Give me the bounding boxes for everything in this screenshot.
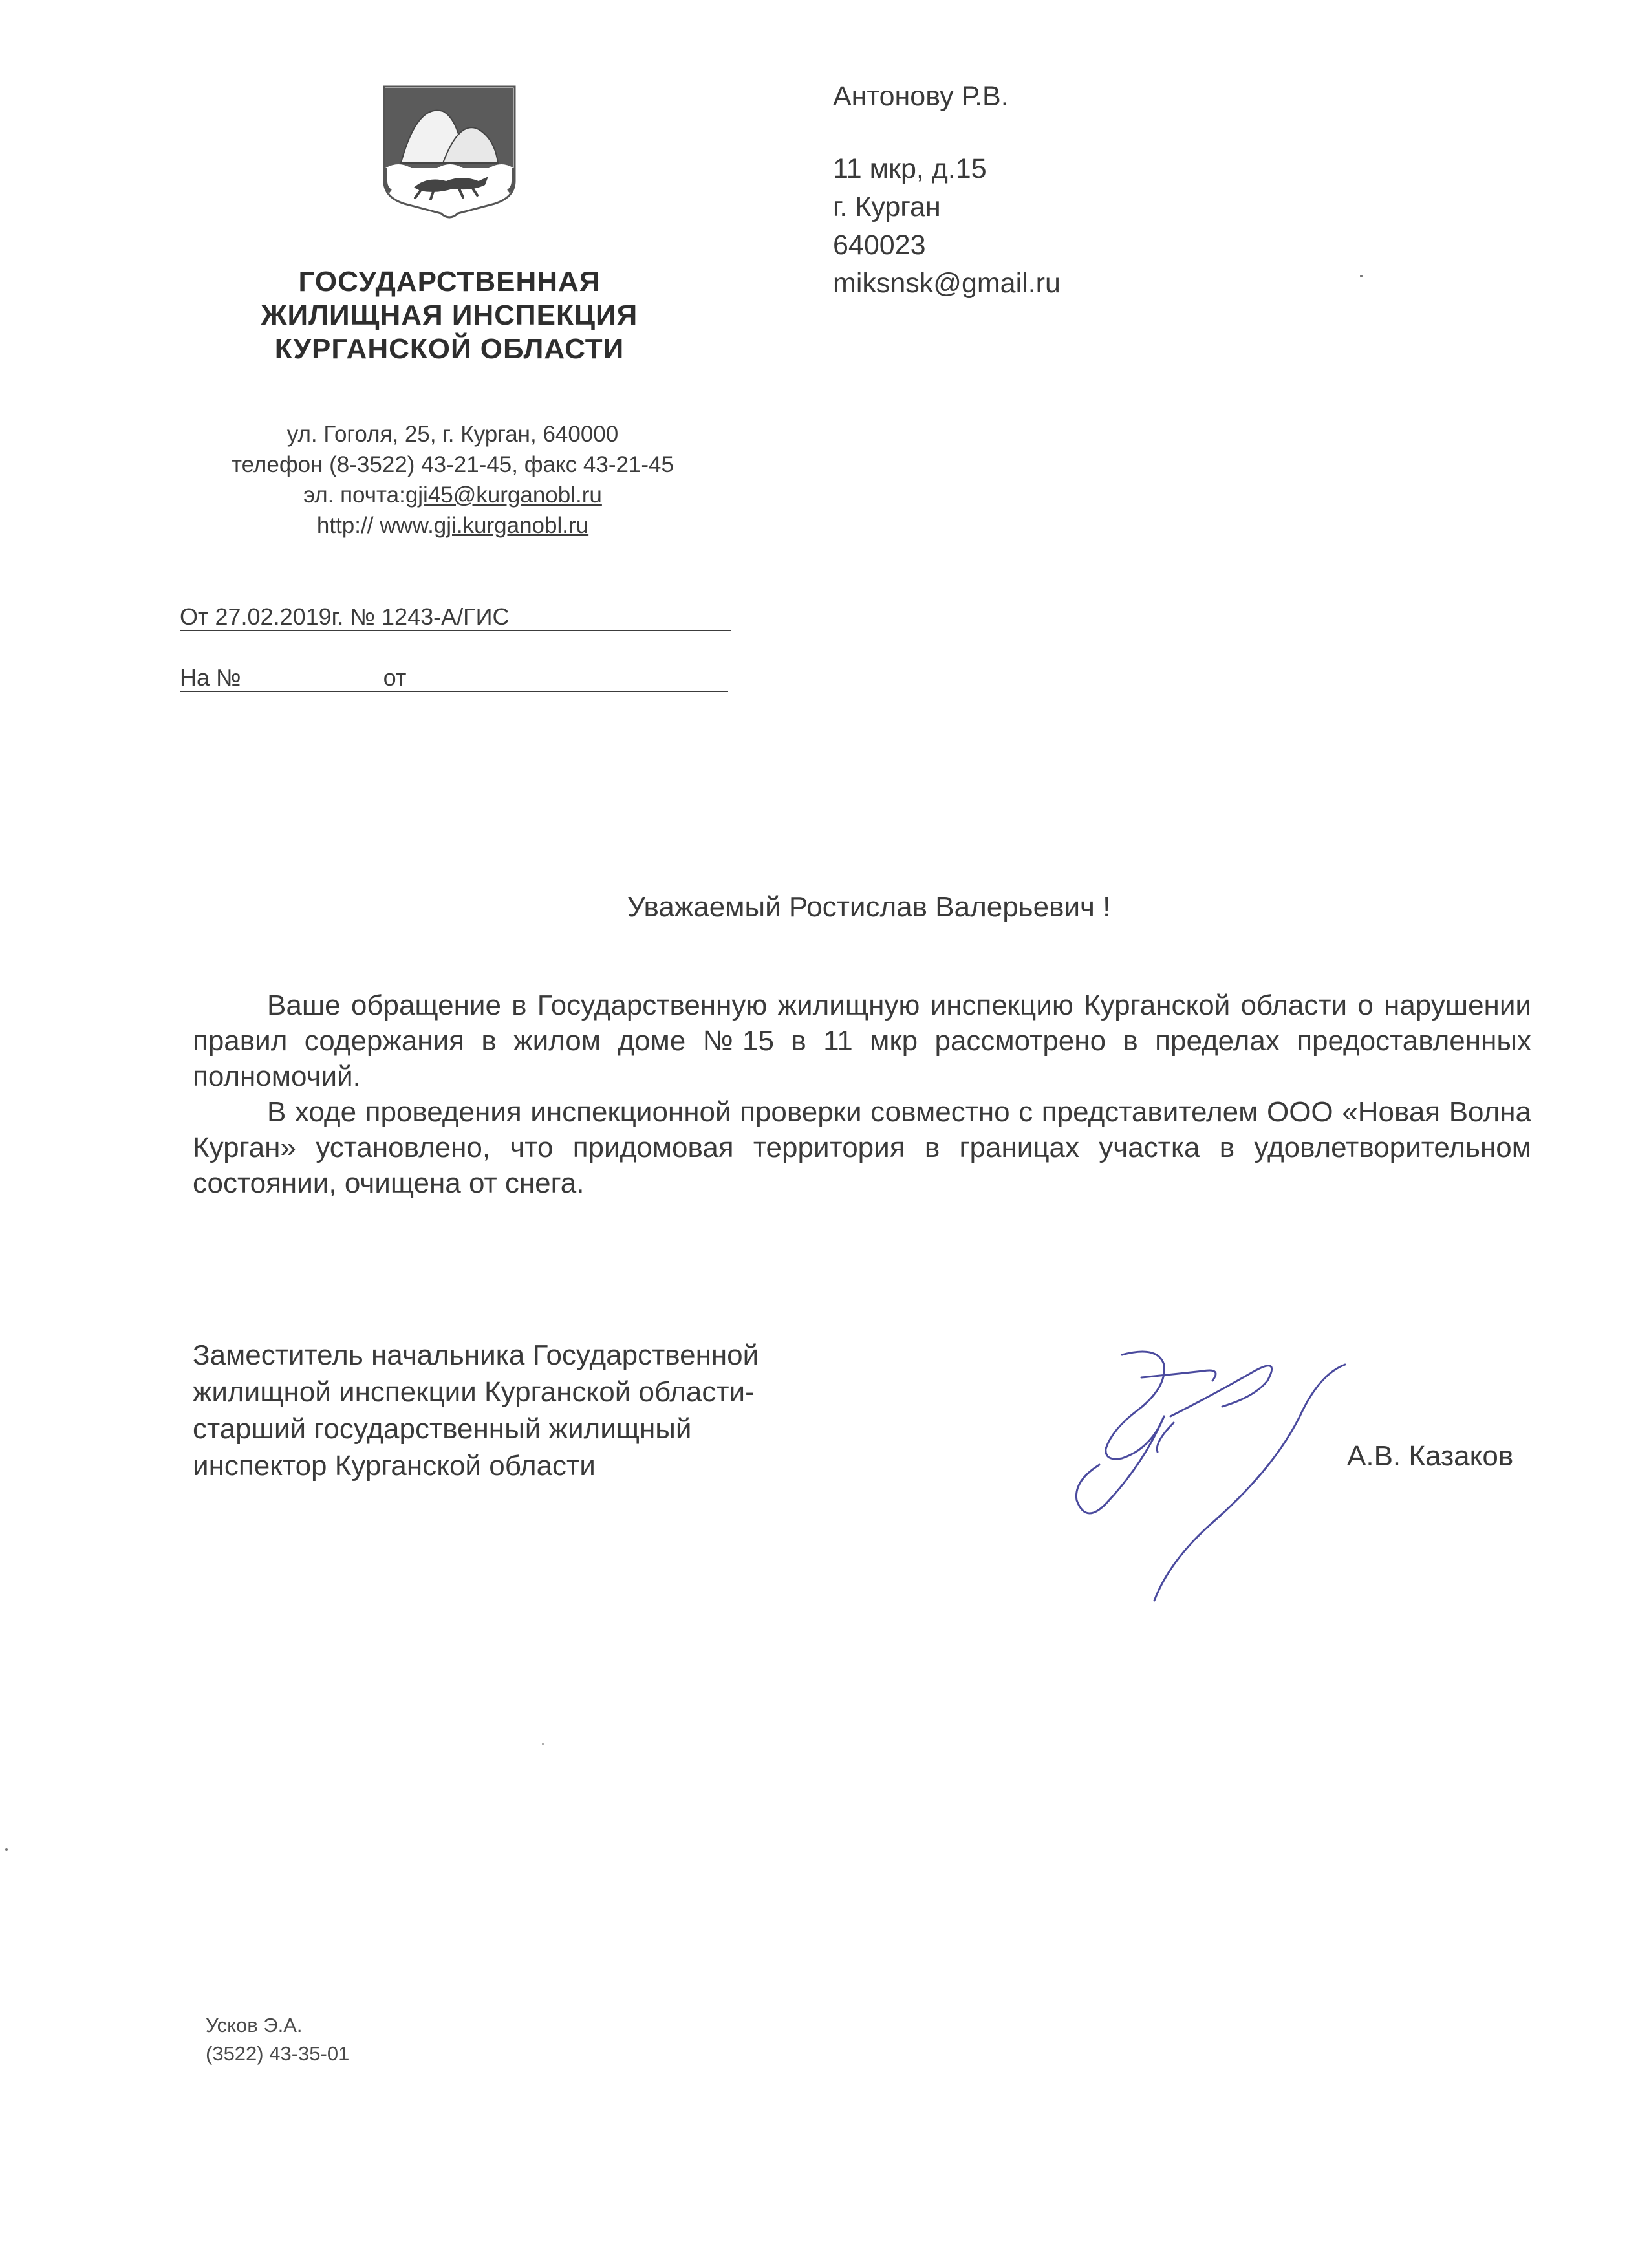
organization-website-row xyxy=(155,510,750,541)
email-label: эл. почта: xyxy=(303,482,405,508)
signer-title-line: жилищной инспекции Курганской области- xyxy=(193,1376,755,1408)
organization-name xyxy=(194,265,705,366)
addressee-city: г. Курган xyxy=(833,191,941,222)
incoming-reference-rule xyxy=(180,691,728,692)
scan-speck xyxy=(1360,275,1363,277)
website-prefix: http:// www. xyxy=(316,513,434,538)
organization-phone-fax: телефон (8-3522) 43-21-45, факс 43-21-45 xyxy=(231,452,674,477)
incoming-number-label: На № xyxy=(180,664,241,691)
organization-website-link[interactable]: gji.kurganobl.ru xyxy=(433,513,589,538)
signer-name: А.В. Казаков xyxy=(1347,1440,1514,1472)
executor-name: Усков Э.А. xyxy=(206,2014,303,2036)
body-paragraph: Ваше обращение в Государственную жилищную инспекцию Курганской области о нарушении правил содержания в жилом доме №15 в 11 мкр рассмотрено в пределах предоставленных полномочий. xyxy=(193,989,1531,1092)
signer-title xyxy=(193,1337,936,1484)
signer-title-line: старший государственный жилищный xyxy=(193,1413,692,1445)
addressee-street: 11 мкр, д.15 xyxy=(833,153,987,184)
executor-phone: (3522) 43-35-01 xyxy=(206,2042,350,2065)
scan-speck xyxy=(5,1848,8,1851)
organization-name-line: КУРГАНСКОЙ ОБЛАСТИ xyxy=(274,333,625,365)
executor-block xyxy=(206,2011,349,2068)
organization-contacts xyxy=(155,419,750,541)
addressee-name: Антонову Р.В. xyxy=(833,81,1009,112)
signer-title-line: инспектор Курганской области xyxy=(193,1450,596,1482)
incoming-date-label: от xyxy=(383,664,407,691)
addressee-email: miksnsk@gmail.ru xyxy=(833,268,1061,299)
outgoing-reference-rule xyxy=(180,630,731,631)
addressee-postcode: 640023 xyxy=(833,230,926,261)
organization-name-line: ГОСУДАРСТВЕННАЯ xyxy=(298,266,601,297)
organization-address: ул. Гоголя, 25, г. Курган, 640000 xyxy=(286,422,619,447)
coat-of-arms-emblem xyxy=(382,84,517,230)
organization-name-line: ЖИЛИЩНАЯ ИНСПЕКЦИЯ xyxy=(261,299,638,331)
letter-body xyxy=(193,988,1531,1201)
signer-title-line: Заместитель начальника Государственной xyxy=(193,1339,759,1371)
scan-speck xyxy=(542,1743,544,1745)
handwritten-signature xyxy=(1061,1332,1397,1604)
salutation: Уважаемый Ростислав Валерьевич ! xyxy=(627,891,1111,923)
addressee-block xyxy=(833,78,1415,303)
body-paragraph: В ходе проведения инспекционной проверки совместно с представителем ООО «Новая Волна Курган» установлено, что придомовая территория в границах участка в удовлетворительном состоянии, очищена от снега. xyxy=(193,1096,1531,1199)
organization-email-link[interactable]: gji45@kurganobl.ru xyxy=(405,482,602,508)
organization-email-row xyxy=(155,480,750,510)
incoming-reference xyxy=(180,664,406,691)
outgoing-reference: От 27.02.2019г. № 1243-А/ГИС xyxy=(180,603,510,630)
